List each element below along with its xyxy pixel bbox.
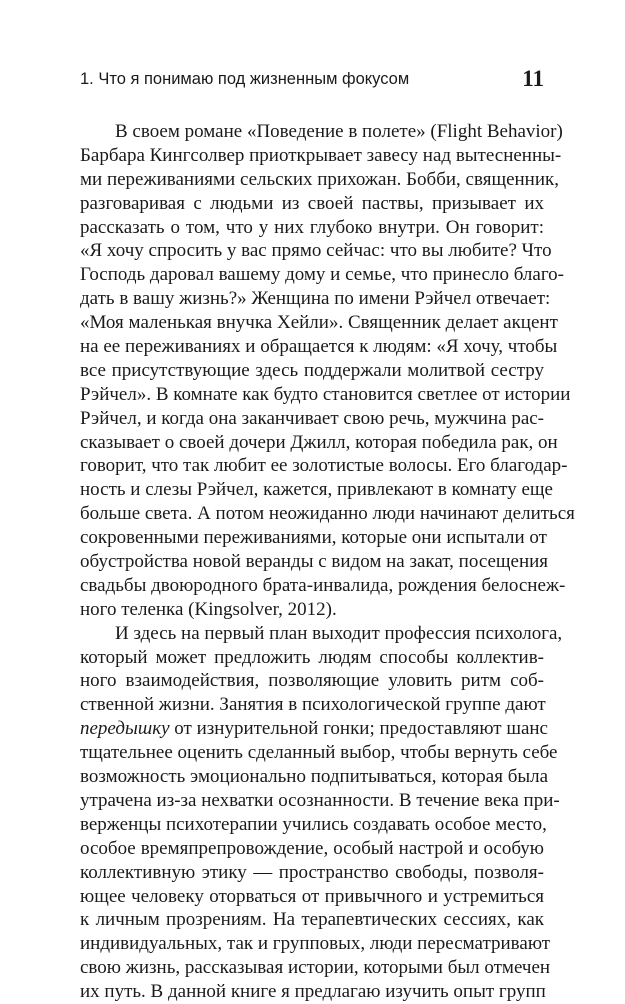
text-line: свадьбы двоюродного брата-инвалида, рождения белоснеж- <box>80 574 566 596</box>
text-line: разговаривая с людьми из своей паствы, призывает их <box>80 192 544 214</box>
text-line: к личным прозрениям. На терапевтических сессиях, как <box>80 909 544 931</box>
page-number: 11 <box>522 66 544 91</box>
text-line: больше света. А потом неожиданно люди начинают делиться <box>80 503 575 525</box>
text-line: ственной жизни. Занятия в психологической группе дают <box>80 694 546 716</box>
text-line: тщательнее оценить сделанный выбор, чтобы вернуть себе <box>80 742 558 764</box>
text-line: В своем романе «Поведение в полете» (Flight Behavior) <box>115 121 563 142</box>
running-head <box>80 66 544 96</box>
chapter-title: 1. Что я понимаю под жизненным фокусом <box>80 70 410 88</box>
text-line <box>80 717 548 741</box>
text-line: дать в вашу жизнь?» Женщина по имени Рэйчел отвечает: <box>80 288 551 310</box>
text-line: ми переживаниями сельских прихожан. Бобби, священник, <box>80 168 559 190</box>
text-line: их путь. В данной книге я предлагаю изучить опыт групп <box>80 981 546 1003</box>
text-line: который может предложить людям способы коллектив- <box>80 646 544 668</box>
text-line: сказывает о своей дочери Джилл, которая победила рак, он <box>80 431 558 453</box>
text-line: все присутствующие здесь поддержали молитвой сестру <box>80 359 544 381</box>
text-line: «Я хочу спросить у вас прямо сейчас: что вы любите? Что <box>80 240 552 262</box>
text-line: свою жизнь, рассказывая истории, которыми был отмечен <box>80 957 551 979</box>
text-line: Рэйчел». В комнате как будто становится светлее от истории <box>80 383 571 405</box>
text-line: возможность эмоционально подпитываться, которая была <box>80 766 549 788</box>
text-line: на ее переживаниях и обращается к людям: «Я хочу, чтобы <box>80 336 558 358</box>
italic-term: передышку <box>80 718 170 740</box>
text-line: ного взаимодействия, позволяющие уловить ритм соб- <box>80 670 544 692</box>
text-line: ного теленка (Kingsolver, 2012). <box>80 598 337 620</box>
text-line-rest: от изнурительной гонки; предоставляют шанс <box>169 718 548 740</box>
text-line: утрачена из-за нехватки осознанности. В течение века при- <box>80 789 560 811</box>
text-line: рассказать о том, что у них глубоко внутри. Он говорит: <box>80 216 544 238</box>
text-line: обустройства новой веранды с видом на закат, посещения <box>80 551 549 573</box>
text-line: индивидуальных, так и групповых, люди пересматривают <box>80 933 551 955</box>
text-line: «Моя маленькая внучка Хейли». Священник делает акцент <box>80 312 558 334</box>
text-line: И здесь на первый план выходит профессия психолога, <box>115 622 563 644</box>
text-line: особое времяпрепровождение, особый настрой и особую <box>80 837 544 859</box>
text-line: говорит, что так любит ее золотистые волосы. Его благодар- <box>80 455 568 477</box>
body-text <box>80 120 575 1004</box>
text-line: Рэйчел, и когда она заканчивает свою речь, мужчина рас- <box>80 407 545 429</box>
text-line: ность и слезы Рэйчел, кажется, привлекают в комнату еще <box>80 479 553 501</box>
text-line: сокровенными переживаниями, которые они испытали от <box>80 527 547 549</box>
text-line: коллективную этику — пространство свободы, позволя- <box>80 861 544 883</box>
text-line: верженцы психотерапии учились создавать особое место, <box>80 813 547 835</box>
text-line: ющее человеку оторваться от привычного и устремиться <box>80 885 544 907</box>
text-line: Барбара Кингсолвер приоткрывает завесу над вытесненны- <box>80 144 562 166</box>
text-line: Господь даровал вашему дому и семье, что принесло благо- <box>80 264 564 286</box>
